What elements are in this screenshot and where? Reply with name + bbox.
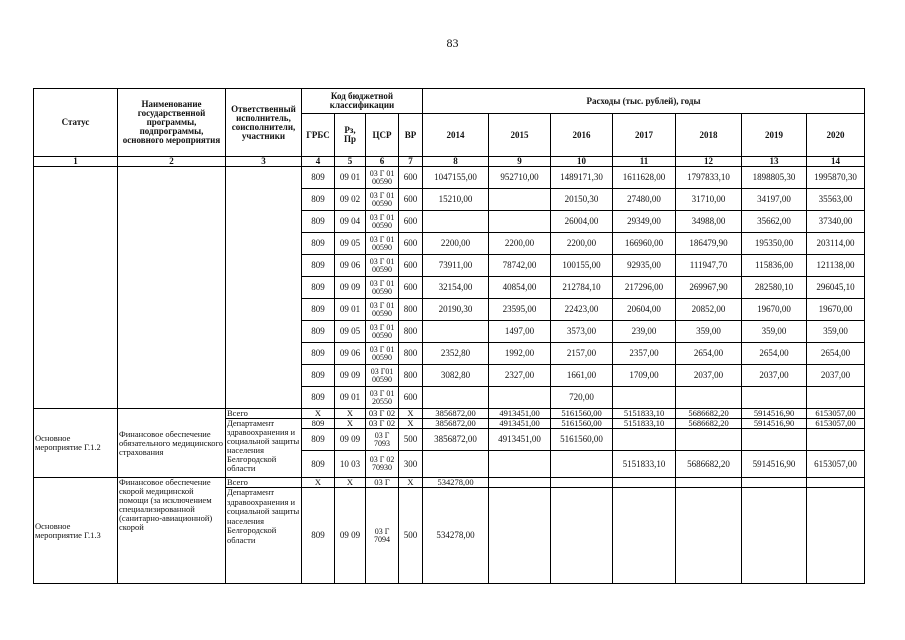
amount-cell: 1995870,30: [807, 167, 865, 189]
column-number: 9: [489, 157, 551, 167]
amount-cell: [676, 387, 742, 409]
amount-cell: 1709,00: [613, 365, 676, 387]
amount-cell: [742, 387, 807, 409]
amount-cell: 2200,00: [423, 233, 489, 255]
total-label: Всего: [226, 478, 302, 488]
rzpr-cell: 09 09: [335, 365, 366, 387]
amount-cell: 5151833,10: [613, 451, 676, 478]
rzpr-cell: 09 04: [335, 211, 366, 233]
amount-cell: 1992,00: [489, 343, 551, 365]
amount-cell: [489, 387, 551, 409]
vr-cell: X: [399, 478, 423, 488]
amount-cell: 5161560,00: [551, 409, 613, 419]
vr-cell: X: [399, 409, 423, 419]
vr-cell: X: [399, 419, 423, 429]
grbs-cell: 809: [302, 167, 335, 189]
rzpr-cell: 09 09: [335, 488, 366, 584]
vr-cell: 800: [399, 299, 423, 321]
amount-cell: 5686682,20: [676, 419, 742, 429]
grbs-cell: X: [302, 478, 335, 488]
amount-cell: 35563,00: [807, 189, 865, 211]
header-year: 2019: [742, 114, 807, 157]
amount-cell: 359,00: [676, 321, 742, 343]
amount-cell: 27480,00: [613, 189, 676, 211]
amount-cell: 4913451,00: [489, 419, 551, 429]
csr-cell: 03 Г 02 70930: [366, 451, 399, 478]
grbs-cell: 809: [302, 429, 335, 451]
amount-cell: [807, 488, 865, 584]
header-rzpr: Рз, Пр: [335, 114, 366, 157]
csr-cell: 03 Г 01 00590: [366, 277, 399, 299]
status-cell: Основное мероприятие Г.1.2: [34, 409, 118, 478]
vr-cell: 600: [399, 233, 423, 255]
amount-cell: 3573,00: [551, 321, 613, 343]
csr-cell: 03 Г 7093: [366, 429, 399, 451]
amount-cell: 1489171,30: [551, 167, 613, 189]
amount-cell: 37340,00: [807, 211, 865, 233]
rzpr-cell: 09 09: [335, 277, 366, 299]
responsible-cell: [226, 167, 302, 409]
amount-cell: 2327,00: [489, 365, 551, 387]
amount-cell: 203114,00: [807, 233, 865, 255]
amount-cell: [423, 321, 489, 343]
rzpr-cell: 09 05: [335, 321, 366, 343]
vr-cell: 500: [399, 488, 423, 584]
amount-cell: 20150,30: [551, 189, 613, 211]
vr-cell: 600: [399, 277, 423, 299]
amount-cell: 19670,00: [807, 299, 865, 321]
grbs-cell: 809: [302, 277, 335, 299]
amount-cell: 4913451,00: [489, 409, 551, 419]
amount-cell: [551, 451, 613, 478]
column-number: 4: [302, 157, 335, 167]
amount-cell: 195350,00: [742, 233, 807, 255]
amount-cell: [676, 488, 742, 584]
csr-cell: 03 Г 01 00590: [366, 321, 399, 343]
amount-cell: [489, 189, 551, 211]
amount-cell: 34988,00: [676, 211, 742, 233]
header-year: 2020: [807, 114, 865, 157]
table-row: [34, 409, 865, 419]
column-number: 5: [335, 157, 366, 167]
rzpr-cell: 09 09: [335, 429, 366, 451]
amount-cell: 534278,00: [423, 488, 489, 584]
amount-cell: 5161560,00: [551, 429, 613, 451]
name-cell: [118, 167, 226, 409]
amount-cell: 6153057,00: [807, 419, 865, 429]
grbs-cell: 809: [302, 387, 335, 409]
amount-cell: 92935,00: [613, 255, 676, 277]
amount-cell: [489, 451, 551, 478]
amount-cell: [551, 488, 613, 584]
header-vr: ВР: [399, 114, 423, 157]
amount-cell: 2654,00: [807, 343, 865, 365]
column-number: 7: [399, 157, 423, 167]
vr-cell: 800: [399, 321, 423, 343]
amount-cell: 3856872,00: [423, 419, 489, 429]
amount-cell: [807, 478, 865, 488]
amount-cell: 1047155,00: [423, 167, 489, 189]
rzpr-cell: X: [335, 409, 366, 419]
grbs-cell: 809: [302, 365, 335, 387]
header-csr: ЦСР: [366, 114, 399, 157]
header-year: 2014: [423, 114, 489, 157]
rzpr-cell: X: [335, 478, 366, 488]
total-label: Всего: [226, 409, 302, 419]
grbs-cell: 809: [302, 233, 335, 255]
column-number: 6: [366, 157, 399, 167]
amount-cell: 6153057,00: [807, 409, 865, 419]
amount-cell: 5914516,90: [742, 409, 807, 419]
amount-cell: 100155,00: [551, 255, 613, 277]
amount-cell: [489, 488, 551, 584]
amount-cell: [807, 429, 865, 451]
amount-cell: 20190,30: [423, 299, 489, 321]
header-grbs: ГРБС: [302, 114, 335, 157]
amount-cell: 32154,00: [423, 277, 489, 299]
amount-cell: 5686682,20: [676, 451, 742, 478]
amount-cell: [423, 451, 489, 478]
amount-cell: 1611628,00: [613, 167, 676, 189]
column-number: 11: [613, 157, 676, 167]
amount-cell: 2654,00: [676, 343, 742, 365]
column-number: 8: [423, 157, 489, 167]
csr-cell: 03 Г 02: [366, 409, 399, 419]
header-year: 2015: [489, 114, 551, 157]
csr-cell: 03 Г 01 00590: [366, 233, 399, 255]
grbs-cell: X: [302, 409, 335, 419]
amount-cell: 3856872,00: [423, 409, 489, 419]
column-number: 1: [34, 157, 118, 167]
vr-cell: 800: [399, 343, 423, 365]
rzpr-cell: 09 01: [335, 387, 366, 409]
rzpr-cell: X: [335, 419, 366, 429]
column-number: 14: [807, 157, 865, 167]
amount-cell: [423, 211, 489, 233]
grbs-cell: 809: [302, 211, 335, 233]
amount-cell: 15210,00: [423, 189, 489, 211]
grbs-cell: 809: [302, 343, 335, 365]
header-expenses: Расходы (тыс. рублей), годы: [423, 89, 865, 114]
amount-cell: 29349,00: [613, 211, 676, 233]
amount-cell: [676, 478, 742, 488]
column-number: 13: [742, 157, 807, 167]
amount-cell: 34197,00: [742, 189, 807, 211]
column-number: 3: [226, 157, 302, 167]
amount-cell: 26004,00: [551, 211, 613, 233]
amount-cell: 78742,00: [489, 255, 551, 277]
rzpr-cell: 09 02: [335, 189, 366, 211]
amount-cell: [613, 478, 676, 488]
csr-cell: 03 Г 01 00590: [366, 299, 399, 321]
amount-cell: 269967,90: [676, 277, 742, 299]
amount-cell: 359,00: [742, 321, 807, 343]
amount-cell: 2352,80: [423, 343, 489, 365]
status-cell: Основное мероприятие Г.1.3: [34, 478, 118, 584]
header-year: 2016: [551, 114, 613, 157]
amount-cell: [613, 387, 676, 409]
table-row: [34, 478, 865, 488]
rzpr-cell: 09 06: [335, 343, 366, 365]
csr-cell: 03 Г 01 20550: [366, 387, 399, 409]
column-number-row: [34, 157, 865, 167]
vr-cell: 600: [399, 167, 423, 189]
amount-cell: 2037,00: [742, 365, 807, 387]
vr-cell: 600: [399, 255, 423, 277]
amount-cell: 20852,00: [676, 299, 742, 321]
amount-cell: 1661,00: [551, 365, 613, 387]
rzpr-cell: 09 05: [335, 233, 366, 255]
header-responsible: Ответственный исполнитель, соисполнители, участники: [226, 89, 302, 157]
amount-cell: 115836,00: [742, 255, 807, 277]
amount-cell: [613, 488, 676, 584]
csr-cell: 03 Г 01 00590: [366, 189, 399, 211]
csr-cell: 03 Г 01 00590: [366, 167, 399, 189]
amount-cell: 1898805,30: [742, 167, 807, 189]
header-year: 2017: [613, 114, 676, 157]
amount-cell: [807, 387, 865, 409]
amount-cell: 217296,00: [613, 277, 676, 299]
vr-cell: 300: [399, 451, 423, 478]
amount-cell: 282580,10: [742, 277, 807, 299]
budget-table: [33, 88, 865, 584]
vr-cell: 600: [399, 211, 423, 233]
page-number: 83: [446, 36, 459, 50]
amount-cell: 40854,00: [489, 277, 551, 299]
amount-cell: 5914516,90: [742, 419, 807, 429]
name-cell: Финансовое обеспечение скорой медицинской помощи (за исключением специализированной (санитарно-авиационной) скорой: [118, 478, 226, 584]
amount-cell: 4913451,00: [489, 429, 551, 451]
amount-cell: 952710,00: [489, 167, 551, 189]
amount-cell: 20604,00: [613, 299, 676, 321]
amount-cell: 296045,10: [807, 277, 865, 299]
amount-cell: 2200,00: [489, 233, 551, 255]
csr-cell: 03 Г 01 00590: [366, 343, 399, 365]
amount-cell: 720,00: [551, 387, 613, 409]
amount-cell: 2037,00: [807, 365, 865, 387]
responsible-cell: Департамент здравоохранения и социальной защиты населения Белгородской области: [226, 488, 302, 584]
csr-cell: 03 Г: [366, 478, 399, 488]
amount-cell: [613, 429, 676, 451]
amount-cell: [551, 478, 613, 488]
amount-cell: 5151833,10: [613, 409, 676, 419]
amount-cell: 35662,00: [742, 211, 807, 233]
amount-cell: 6153057,00: [807, 451, 865, 478]
amount-cell: 2200,00: [551, 233, 613, 255]
vr-cell: 600: [399, 387, 423, 409]
amount-cell: 5151833,10: [613, 419, 676, 429]
amount-cell: 2037,00: [676, 365, 742, 387]
vr-cell: 500: [399, 429, 423, 451]
amount-cell: 212784,10: [551, 277, 613, 299]
rzpr-cell: 10 03: [335, 451, 366, 478]
header-status: Статус: [34, 89, 118, 157]
rzpr-cell: 09 01: [335, 299, 366, 321]
amount-cell: 3082,80: [423, 365, 489, 387]
grbs-cell: 809: [302, 419, 335, 429]
responsible-cell: Департамент здравоохранения и социальной защиты населения Белгородской области: [226, 419, 302, 478]
amount-cell: 3856872,00: [423, 429, 489, 451]
table-row: [34, 167, 865, 189]
amount-cell: 2654,00: [742, 343, 807, 365]
amount-cell: [742, 478, 807, 488]
amount-cell: 31710,00: [676, 189, 742, 211]
amount-cell: 166960,00: [613, 233, 676, 255]
grbs-cell: 809: [302, 451, 335, 478]
grbs-cell: 809: [302, 299, 335, 321]
amount-cell: 111947,70: [676, 255, 742, 277]
amount-cell: 359,00: [807, 321, 865, 343]
rzpr-cell: 09 06: [335, 255, 366, 277]
status-cell: [34, 167, 118, 409]
rzpr-cell: 09 01: [335, 167, 366, 189]
amount-cell: 2357,00: [613, 343, 676, 365]
csr-cell: 03 Г 01 00590: [366, 211, 399, 233]
amount-cell: 1497,00: [489, 321, 551, 343]
grbs-cell: 809: [302, 255, 335, 277]
amount-cell: 5161560,00: [551, 419, 613, 429]
header-budget-code: Код бюджетной классификации: [302, 89, 423, 114]
grbs-cell: 809: [302, 321, 335, 343]
header-year: 2018: [676, 114, 742, 157]
amount-cell: 121138,00: [807, 255, 865, 277]
amount-cell: 5914516,90: [742, 451, 807, 478]
amount-cell: 73911,00: [423, 255, 489, 277]
amount-cell: [742, 429, 807, 451]
name-cell: Финансовое обеспечение обязательного медицинского страхования: [118, 409, 226, 478]
amount-cell: 19670,00: [742, 299, 807, 321]
csr-cell: 03 Г01 00590: [366, 365, 399, 387]
amount-cell: 186479,90: [676, 233, 742, 255]
vr-cell: 600: [399, 189, 423, 211]
amount-cell: 239,00: [613, 321, 676, 343]
amount-cell: [423, 387, 489, 409]
column-number: 12: [676, 157, 742, 167]
vr-cell: 800: [399, 365, 423, 387]
csr-cell: 03 Г 01 00590: [366, 255, 399, 277]
amount-cell: [489, 211, 551, 233]
grbs-cell: 809: [302, 189, 335, 211]
header-name: Наименование государственной программы, подпрограммы, основного мероприятия: [118, 89, 226, 157]
csr-cell: 03 Г 7094: [366, 488, 399, 584]
amount-cell: [676, 429, 742, 451]
amount-cell: 22423,00: [551, 299, 613, 321]
csr-cell: 03 Г 02: [366, 419, 399, 429]
amount-cell: 2157,00: [551, 343, 613, 365]
amount-cell: 1797833,10: [676, 167, 742, 189]
amount-cell: [489, 478, 551, 488]
column-number: 10: [551, 157, 613, 167]
amount-cell: 23595,00: [489, 299, 551, 321]
column-number: 2: [118, 157, 226, 167]
grbs-cell: 809: [302, 488, 335, 584]
amount-cell: 534278,00: [423, 478, 489, 488]
amount-cell: [742, 488, 807, 584]
amount-cell: 5686682,20: [676, 409, 742, 419]
